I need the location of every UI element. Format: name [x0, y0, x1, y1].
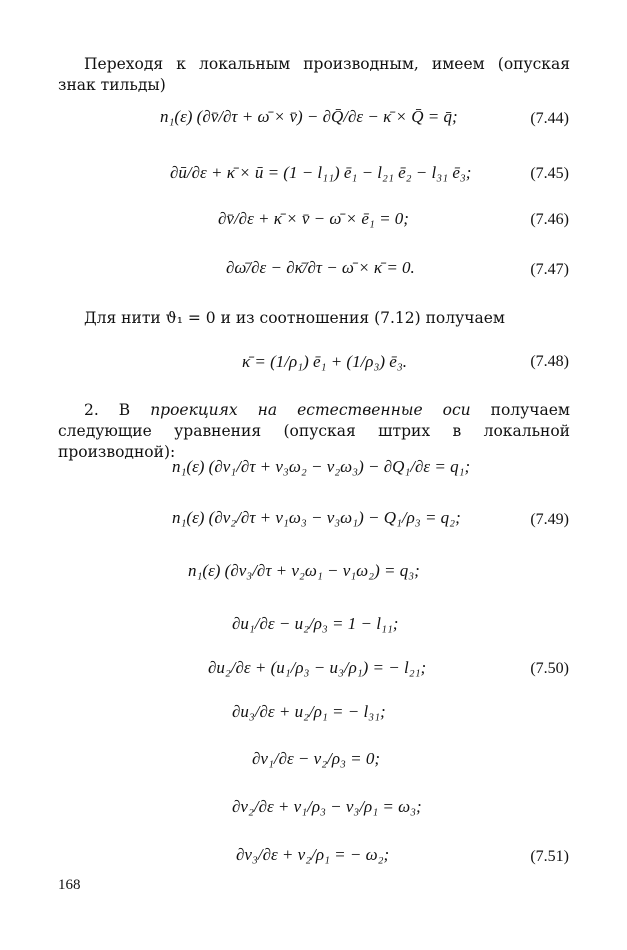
- equation-7-49-b: n₁(ε) (∂v₂/∂τ + v₁ω₃ − v₃ω₁) − Q₁/ρ₃ = q₂;: [172, 508, 461, 527]
- eq-number-7-45: (7.45): [530, 165, 569, 182]
- equation-7-46: ∂v̄/∂ε + κ̄ × v̄ − ω̄ × ē₁ = 0;: [218, 209, 409, 228]
- paragraph-projections: [58, 400, 570, 463]
- paragraph-intro: [58, 54, 570, 96]
- equation-7-45: ∂ū/∂ε + κ̄ × ū = (1 − l₁₁) ē₁ − l₂₁ ē₂ − l₃₁ ē₃;: [170, 163, 472, 182]
- equation-7-50-c: ∂u₃/∂ε + u₂/ρ₁ = − l₃₁;: [232, 702, 386, 721]
- eq-number-7-50: (7.50): [530, 660, 569, 677]
- para3-end: получаем следующие уравнения (опуская штрих в локальной производной):: [58, 401, 570, 461]
- equation-7-51-a: ∂v₁/∂ε − v₂/ρ₃ = 0;: [252, 749, 381, 768]
- page-number: 168: [58, 877, 81, 893]
- eq-number-7-46: (7.46): [530, 211, 569, 228]
- equation-7-50-a: ∂u₁/∂ε − u₂/ρ₃ = 1 − l₁₁;: [232, 614, 399, 633]
- para2-text: Для нити ϑ₁ = 0 и из соотношения (7.12) получаем: [84, 309, 505, 327]
- eq-number-7-51: (7.51): [530, 848, 569, 865]
- equation-7-44: n₁(ε) (∂v̄/∂τ + ω̄ × v̄) − ∂Q̄/∂ε − κ̄ × Q̄ = q̄;: [160, 107, 458, 126]
- eq-number-7-44: (7.44): [530, 110, 569, 127]
- eq-number-7-47: (7.47): [530, 261, 569, 278]
- para3-italic: проекциях на естественные оси: [150, 401, 471, 419]
- equation-7-50-b: ∂u₂/∂ε + (u₁/ρ₃ − u₃/ρ₁) = − l₂₁;: [208, 658, 427, 677]
- equation-7-49-a: n₁(ε) (∂v₁/∂τ + v₃ω₂ − v₂ω₃) − ∂Q₁/∂ε = q₁;: [172, 457, 471, 476]
- para3-start: 2. В: [84, 401, 151, 419]
- equation-7-48: κ̄ = (1/ρ₁) ē₁ + (1/ρ₃) ē₃.: [242, 352, 407, 371]
- eq-number-7-48: (7.48): [530, 353, 569, 370]
- equation-7-51-b: ∂v₂/∂ε + v₁/ρ₃ − v₃/ρ₁ = ω₃;: [232, 797, 422, 816]
- equation-7-47: ∂ω̄/∂ε − ∂κ̄/∂τ − ω̄ × κ̄ = 0.: [226, 258, 415, 277]
- equation-7-49-c: n₁(ε) (∂v₃/∂τ + v₂ω₁ − v₁ω₂) = q₃;: [188, 561, 420, 580]
- para1-text: Переходя к локальным производным, имеем (опуская знак тильды): [58, 55, 570, 94]
- paragraph-thread: [58, 308, 570, 329]
- equation-7-51-c: ∂v₃/∂ε + v₂/ρ₁ = − ω₂;: [236, 845, 390, 864]
- eq-number-7-49: (7.49): [530, 511, 569, 528]
